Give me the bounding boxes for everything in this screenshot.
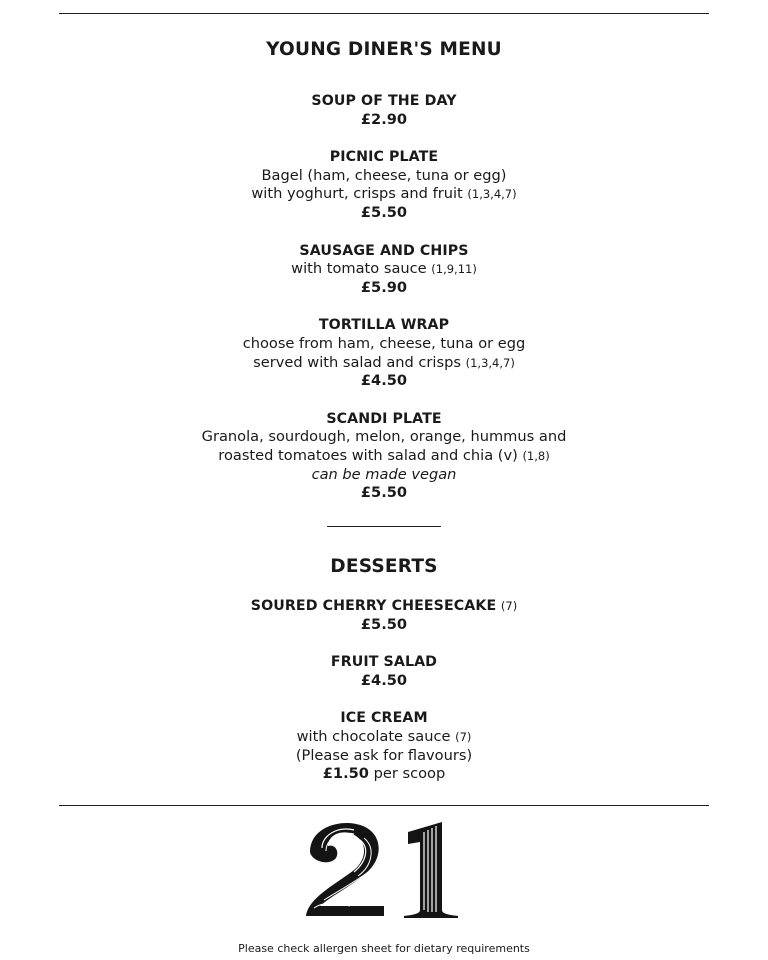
item-description: Bagel (ham, cheese, tuna or egg) [261, 166, 507, 184]
menu-item [0, 242, 768, 298]
item-description: (Please ask for flavours) [295, 746, 473, 764]
item-price: £5.50 [360, 615, 408, 633]
item-name: PICNIC PLATE [329, 149, 439, 166]
menu-item [0, 653, 768, 690]
menu-item [0, 316, 768, 390]
item-name: TORTILLA WRAP [318, 317, 450, 334]
main-menu-list [0, 92, 768, 522]
item-name: ICE CREAM [340, 710, 428, 727]
item-description: served with salad and crisps (1,3,4,7) [253, 353, 515, 371]
item-name-row [0, 597, 768, 616]
price-suffix: per scoop [373, 765, 446, 783]
item-name: SAUSAGE AND CHIPS [299, 242, 469, 259]
item-name: SOURED CHERRY CHEESECAKE [250, 598, 497, 614]
page-title: YOUNG DINER'S MENU [266, 39, 502, 60]
item-price: £4.50 [360, 671, 408, 689]
item-price: £1.50 [322, 765, 369, 783]
menu-item [0, 709, 768, 783]
allergen-codes: (1,8) [522, 448, 550, 463]
desserts-list [0, 597, 768, 803]
item-name: SCANDI PLATE [326, 410, 442, 427]
item-description: with chocolate sauce (7) [296, 727, 472, 745]
allergen-codes: (1,3,4,7) [467, 187, 517, 202]
item-price: £5.90 [360, 278, 408, 296]
item-name: FRUIT SALAD [330, 654, 438, 671]
allergen-footer-note: Please check allergen sheet for dietary requirements [238, 942, 530, 955]
item-price: £5.50 [360, 484, 408, 502]
allergen-codes: (7) [455, 729, 472, 744]
item-description: roasted tomatoes with salad and chia (v) (1,8) [218, 446, 550, 464]
item-price: £2.90 [360, 110, 408, 128]
section-divider [327, 526, 441, 527]
item-description: with yoghurt, crisps and fruit (1,3,4,7) [251, 185, 517, 203]
logo-digit-one [404, 822, 458, 918]
allergen-codes: (1,3,4,7) [465, 355, 515, 370]
item-description: choose from ham, cheese, tuna or egg [242, 334, 526, 352]
item-description: with tomato sauce (1,9,11) [291, 260, 477, 278]
allergen-codes: (1,9,11) [431, 262, 477, 277]
item-price-row [0, 765, 768, 784]
item-name: SOUP OF THE DAY [311, 93, 457, 109]
menu-item [0, 597, 768, 634]
bottom-divider [59, 805, 709, 806]
item-description: Granola, sourdough, melon, orange, hummus and [201, 428, 567, 446]
desserts-title: DESSERTS [330, 556, 438, 577]
item-note: can be made vegan [311, 465, 457, 483]
top-divider [59, 13, 709, 14]
menu-item [0, 92, 768, 129]
menu-item [0, 148, 768, 222]
restaurant-logo [300, 818, 470, 923]
allergen-codes: (7) [500, 599, 518, 613]
menu-item [0, 410, 768, 503]
logo-digit-two [306, 823, 384, 916]
item-price: £5.50 [360, 203, 408, 221]
item-price: £4.50 [360, 372, 408, 390]
